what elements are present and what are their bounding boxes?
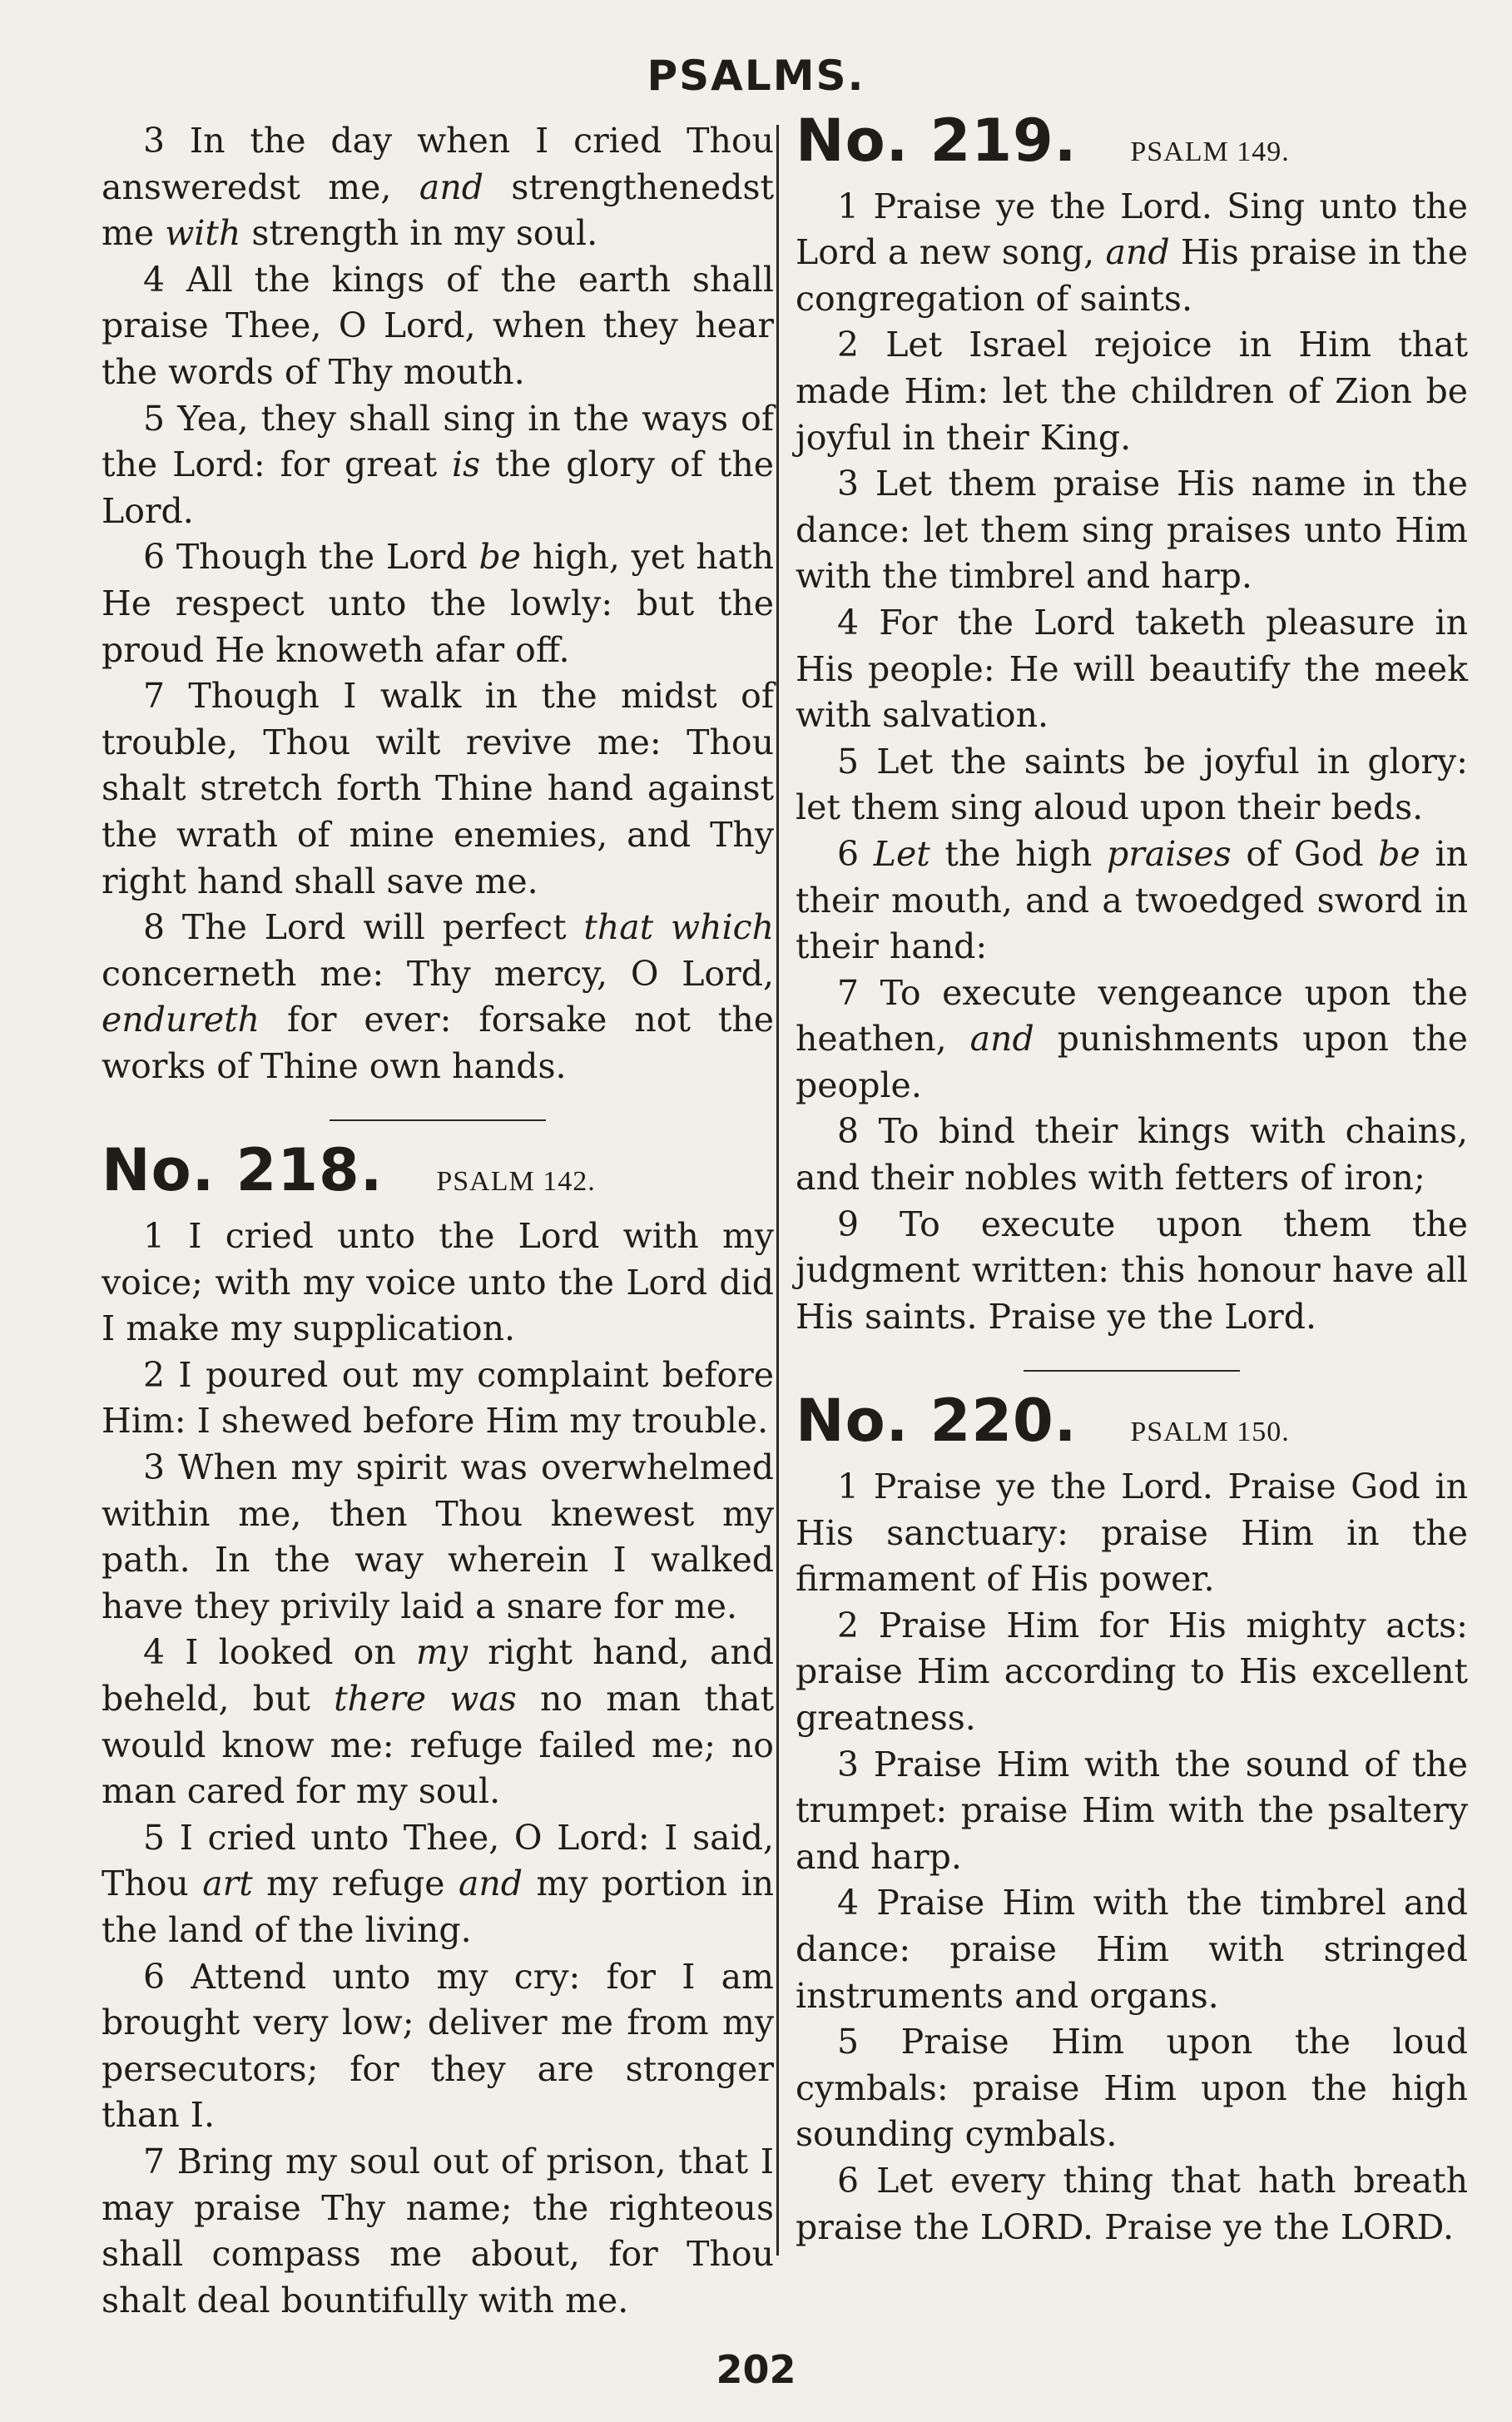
verse: 4 I looked on my right hand, and beheld, but there was no man that would know me: refuge failed me; no man cared for my soul.	[102, 1632, 775, 1812]
hymn-218-verses	[102, 1213, 774, 2324]
italic-supplied-word: with	[165, 213, 241, 254]
verse: 6 Let the high praises of God be in their mouth, and a twoedged sword in their hand:	[796, 833, 1468, 967]
italic-supplied-word: endureth	[102, 1000, 260, 1040]
continued-verses	[102, 118, 774, 1089]
hymn-220-verses	[796, 1464, 1468, 2251]
verse: 8 The Lord will perfect that which concerneth me: Thy mercy, O Lord, endureth for ever: forsake not the works of Thine own hands.	[102, 907, 774, 1086]
verse: 2 Praise Him for His mighty acts: praise Him according to His excellent greatness.	[796, 1605, 1468, 1738]
column-rule	[776, 125, 779, 2256]
verse: 5 I cried unto Thee, O Lord: I said, Thou art my refuge and my portion in the land of the living.	[102, 1817, 774, 1950]
verse: 1 Praise ye the Lord. Praise God in His sanctuary: praise Him in the firmament of His power.	[796, 1467, 1468, 1600]
psalm-reference: PSALM 149.	[1130, 136, 1290, 167]
verse: 3 Praise Him with the sound of the trumpet: praise Him with the psaltery and harp.	[796, 1744, 1468, 1877]
verse: 2 I poured out my complaint before Him: I shewed before Him my trouble.	[102, 1354, 774, 1442]
psalm-reference: PSALM 150.	[1130, 1417, 1290, 1448]
hymn-number: No. 220.	[796, 1387, 1078, 1456]
verse: 9 To execute upon them the judgment written: this honour have all His saints. Praise ye the Lord.	[796, 1204, 1468, 1337]
italic-supplied-word: praises	[1107, 833, 1232, 874]
left-column	[102, 118, 774, 2324]
italic-supplied-word: there was	[334, 1679, 517, 1719]
verse: 7 Though I walk in the midst of trouble, Thou wilt revive me: Thou shalt stretch forth Thine hand against the wrath of mine enemies, and Thy right hand shall save me.	[102, 676, 774, 901]
hymn-heading-219	[796, 107, 1468, 176]
hymn-heading-220	[796, 1387, 1468, 1456]
verse: 6 Let every thing that hath breath praise the LORD. Praise ye the LORD.	[796, 2160, 1468, 2247]
italic-supplied-word: and	[1105, 232, 1170, 273]
hymn-separator	[330, 1119, 546, 1121]
hymn-number: No. 219.	[796, 107, 1078, 175]
verse: 4 All the kings of the earth shall praise Thee, O Lord, when they hear the words of Thy mouth.	[102, 259, 774, 392]
verse: 2 Let Israel rejoice in Him that made Him: let the children of Zion be joyful in their King.	[796, 325, 1468, 458]
italic-supplied-word: be	[478, 537, 521, 578]
italic-supplied-word: art	[202, 1864, 253, 1904]
hymn-separator	[1024, 1370, 1240, 1372]
verse: 5 Let the saints be joyful in glory: let them sing aloud upon their beds.	[796, 741, 1468, 828]
verse: 3 Let them praise His name in the dance: let them sing praises unto Him with the timbrel and harp.	[796, 464, 1468, 597]
verse: 5 Yea, they shall sing in the ways of the Lord: for great is the glory of the Lord.	[102, 398, 774, 531]
hymn-number: No. 218.	[102, 1136, 384, 1205]
italic-supplied-word: my	[415, 1632, 468, 1673]
verse: 1 I cried unto the Lord with my voice; with my voice unto the Lord did I make my supplication.	[102, 1216, 774, 1349]
italic-supplied-word: and	[419, 166, 483, 207]
running-head: PSALMS.	[647, 52, 865, 100]
italic-supplied-word: and	[969, 1019, 1034, 1060]
verse: 5 Praise Him upon the loud cymbals: praise Him upon the high sounding cymbals.	[796, 2022, 1468, 2155]
verse: 7 Bring my soul out of prison, that I may praise Thy name; the righteous shall compass me about, for Thou shalt deal bountifully with me.	[102, 2141, 774, 2320]
hymn-219-verses	[796, 184, 1468, 1341]
verse: 1 Praise ye the Lord. Sing unto the Lord a new song, and His praise in the congregation of saints.	[796, 186, 1468, 319]
italic-supplied-word: that which	[583, 907, 774, 948]
psalm-reference: PSALM 142.	[436, 1166, 596, 1198]
verse: 4 For the Lord taketh pleasure in His people: He will beautify the meek with salvation.	[796, 602, 1468, 736]
page-number: 202	[716, 2347, 796, 2392]
italic-supplied-word: and	[458, 1864, 523, 1904]
verse: 8 To bind their kings with chains, and their nobles with fetters of iron;	[796, 1111, 1468, 1199]
verse: 3 In the day when I cried Thou answeredst me, and strengthenedst me with strength in my soul.	[102, 121, 774, 254]
verse: 7 To execute vengeance upon the heathen, and punishments upon the people.	[796, 972, 1468, 1105]
verse: 4 Praise Him with the timbrel and dance: praise Him with stringed instruments and organs.	[796, 1883, 1468, 2016]
italic-supplied-word: be	[1378, 833, 1420, 874]
right-column	[796, 107, 1468, 2251]
verse: 6 Though the Lord be high, yet hath He respect unto the lowly: but the proud He knoweth afar off.	[102, 537, 774, 670]
hymn-heading-218	[102, 1136, 774, 1205]
verse: 6 Attend unto my cry: for I am brought very low; deliver me from my persecutors; for they are stronger than I.	[102, 1956, 774, 2136]
verse: 3 When my spirit was overwhelmed within me, then Thou knewest my path. In the way wherein I walked have they privily laid a snare for me.	[102, 1447, 774, 1626]
italic-supplied-word: Let	[873, 833, 930, 874]
italic-supplied-word: is	[452, 444, 481, 485]
